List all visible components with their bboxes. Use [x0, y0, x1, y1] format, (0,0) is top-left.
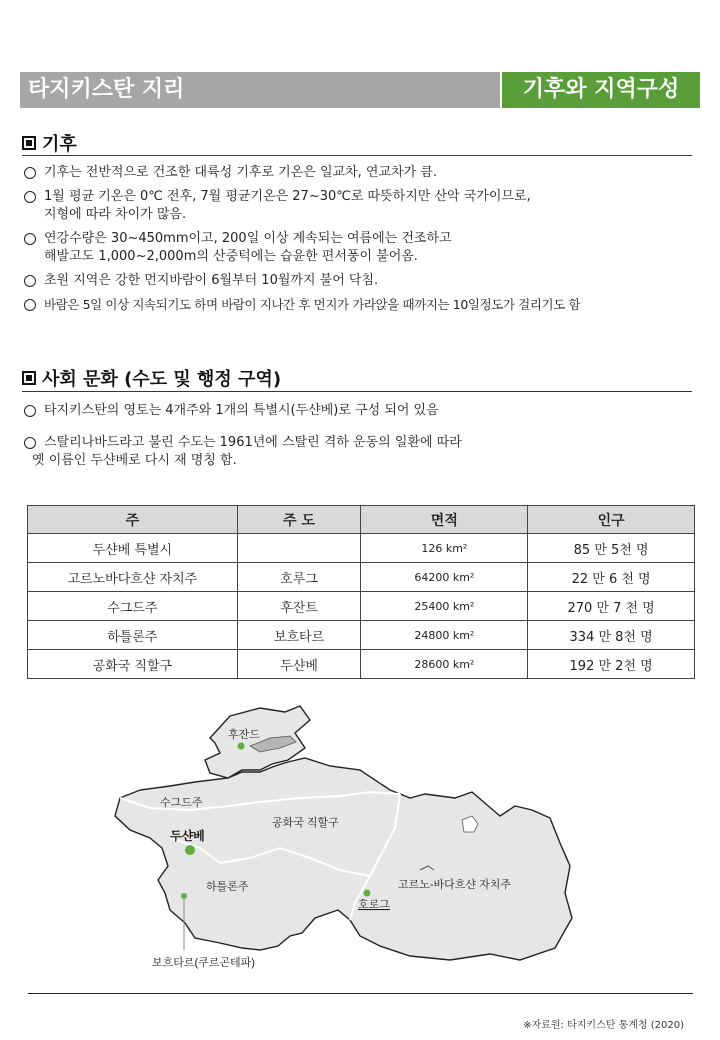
table-cell: 22 만 6 천 명 [528, 563, 695, 592]
dushanbe-label: 두샨베 [170, 829, 205, 843]
table-cell: 후잔트 [237, 592, 361, 621]
table-cell: 호루그 [237, 563, 361, 592]
table-cell: 64200 km² [361, 563, 528, 592]
table-cell: 334 만 8천 명 [528, 621, 695, 650]
khorog-label: 호로그 [358, 899, 390, 911]
dushanbe-dot [185, 845, 195, 855]
table-cell: 수그드주 [28, 592, 238, 621]
table-cell: 270 만 7 천 명 [528, 592, 695, 621]
table-cell: 85 만 5천 명 [528, 534, 695, 563]
circle-bullet-icon [24, 437, 36, 449]
page-header [20, 72, 700, 108]
circle-bullet-icon [24, 167, 36, 179]
list-item: 스탈리나바드라고 불린 수도는 1961년에 스탈린 격하 운동의 일환에 따라 옛 이름인 두샨베로 다시 재 명칭 함. [24, 434, 714, 470]
page-subtitle: 기후와 지역구성 [502, 72, 700, 108]
table-row [28, 534, 695, 563]
column-header: 주 [28, 506, 238, 534]
climate-divider [22, 155, 692, 156]
society-heading-text: 사회 문화 (수도 및 행정 구역) [42, 369, 282, 390]
list-item: 바람은 5일 이상 지속되기도 하며 바람이 지나간 후 먼지가 가라앉을 때까지는 10일정도가 걸리기도 함 [24, 296, 714, 314]
table-cell: 고르노바다흐샨 자치주 [28, 563, 238, 592]
climate-bullets [24, 164, 714, 320]
list-item: 초원 지역은 강한 먼지바람이 6월부터 10월까지 불어 닥침. [24, 272, 714, 290]
page-title: 타지키스탄 지리 [20, 72, 500, 108]
bokhtar-label: 보흐타르(쿠르곤테파) [152, 957, 255, 969]
sughd-label: 수그드주 [160, 797, 203, 809]
table-row [28, 592, 695, 621]
climate-heading-text: 기후 [42, 134, 77, 155]
society-bullets [24, 402, 714, 476]
table-cell: 보흐타르 [237, 621, 361, 650]
table-cell: 공화국 직할구 [28, 650, 238, 679]
table-cell: 126 km² [361, 534, 528, 563]
climate-heading [22, 130, 77, 156]
society-divider [22, 391, 692, 392]
khorog-dot [364, 890, 371, 897]
square-bullet-icon [22, 371, 36, 385]
table-cell: 28600 km² [361, 650, 528, 679]
circle-bullet-icon [24, 233, 36, 245]
table-cell: 두샨베 [237, 650, 361, 679]
column-header: 인구 [528, 506, 695, 534]
source-note: ※자료원: 타지키스탄 통계청 (2020) [523, 1020, 684, 1031]
table-row [28, 621, 695, 650]
footer-divider [28, 993, 693, 994]
list-item: 1월 평균 기온은 0℃ 전후, 7월 평균기온은 27~30℃로 따뜻하지만 산악 국가이므로, 지형에 따라 차이가 많음. [24, 188, 714, 224]
table-cell: 192 만 2천 명 [528, 650, 695, 679]
circle-bullet-icon [24, 275, 36, 287]
gbao-label: 고르노-바다흐샨 자치주 [398, 879, 511, 891]
column-header: 면적 [361, 506, 528, 534]
circle-bullet-icon [24, 405, 36, 417]
square-bullet-icon [22, 136, 36, 150]
khujand-label: 후잔드 [228, 729, 260, 741]
column-header: 주 도 [237, 506, 361, 534]
tajikistan-map [110, 698, 580, 978]
list-item: 연강수량은 30~450mm이고, 200일 이상 계속되는 여름에는 건조하고 해발고도 1,000~2,000m의 산중턱에는 습윤한 편서풍이 불어옴. [24, 230, 714, 266]
table-header-row [28, 506, 695, 534]
table-row [28, 650, 695, 679]
list-item: 기후는 전반적으로 건조한 대륙성 기후로 기온은 일교차, 연교차가 큼. [24, 164, 714, 182]
table-cell: 24800 km² [361, 621, 528, 650]
table-cell [237, 534, 361, 563]
society-heading [22, 365, 281, 391]
table-cell: 하틀론주 [28, 621, 238, 650]
table-cell: 25400 km² [361, 592, 528, 621]
table-cell: 두샨베 특별시 [28, 534, 238, 563]
rrs-label: 공화국 직할구 [272, 817, 339, 829]
list-item: 타지키스탄의 영토는 4개주와 1개의 특별시(두샨베)로 구성 되어 있음 [24, 402, 714, 420]
circle-bullet-icon [24, 191, 36, 203]
circle-bullet-icon [24, 299, 36, 311]
khatlon-label: 하틀론주 [206, 881, 249, 893]
table-row [28, 563, 695, 592]
khujand-dot [238, 743, 245, 750]
regions-table [27, 505, 695, 679]
